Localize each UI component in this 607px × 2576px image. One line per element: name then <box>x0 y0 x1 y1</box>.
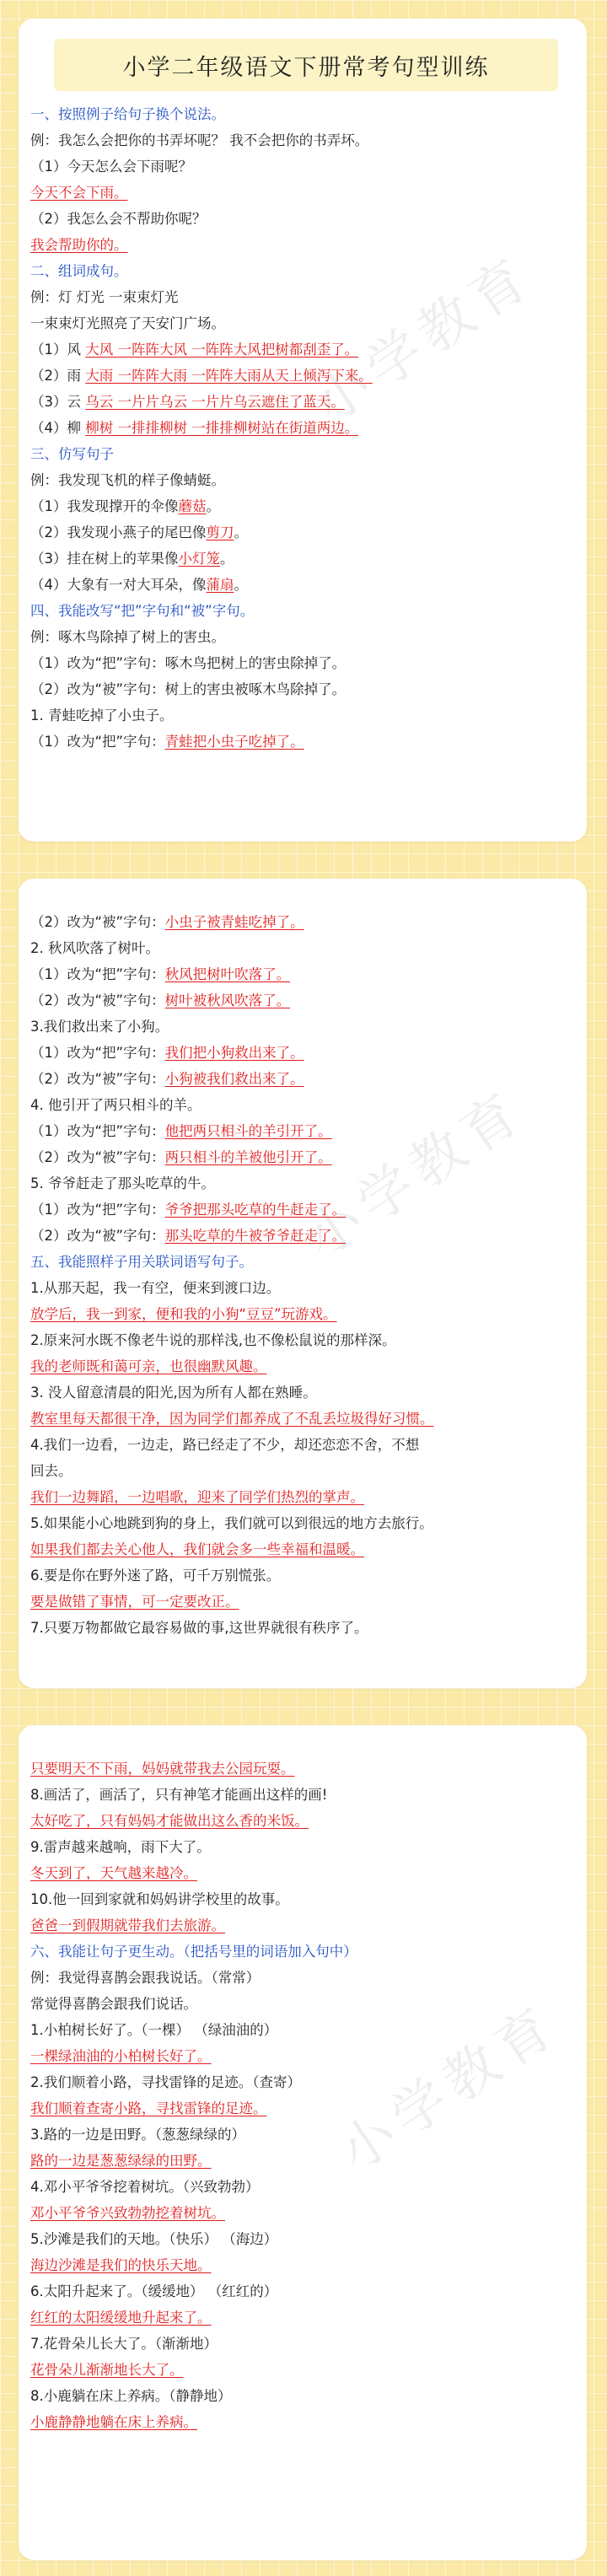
line-text: 8.小鹿躺在床上养病。（静静地） <box>30 2388 232 2404</box>
line-text: 5.如果能小心地跳到狗的身上，我们就可以到很远的地方去旅行。 <box>30 1515 433 1531</box>
section-heading <box>30 1249 587 1275</box>
line-suffix: 。 <box>220 551 234 567</box>
answer-line <box>30 1536 587 1562</box>
text-line <box>30 206 587 232</box>
text-line <box>30 702 587 729</box>
section-heading <box>30 101 587 127</box>
text-line <box>30 650 587 676</box>
line-text: （2）改为“被”字句：树上的害虫被啄木鸟除掉了。 <box>30 681 346 697</box>
answer-text: 剪刀 <box>206 524 234 540</box>
answer-line <box>30 1353 587 1379</box>
text-line <box>30 310 587 336</box>
line-text: 1.从那天起，我一有空，便来到渡口边。 <box>30 1280 281 1296</box>
line-text: 教室里每天都很干净，因为同学们都养成了不乱丢垃圾得好习惯。 <box>30 1411 434 1427</box>
line-text: 8.画活了，画活了，只有神笔才能画出这样的画! <box>30 1787 328 1803</box>
text-line <box>30 1275 587 1301</box>
text-line <box>30 1223 587 1249</box>
line-text: 4. 他引开了两只相斗的羊。 <box>30 1097 201 1113</box>
text-line <box>30 1615 587 1641</box>
answer-text: 大风 一阵阵大风 一阵阵大风把树都刮歪了。 <box>85 341 359 358</box>
text-line <box>30 1092 587 1118</box>
line-text: （1）改为“把”字句： <box>30 966 165 982</box>
line-text: 5. 爷爷赶走了那头吃草的牛。 <box>30 1175 215 1191</box>
text-line <box>30 2069 587 2095</box>
line-text: （1）我发现撑开的伞像 <box>30 498 179 514</box>
answer-line <box>30 1808 587 1834</box>
watermark: 小学教育 <box>294 1078 537 1271</box>
answer-text: 蘑菇 <box>178 498 207 514</box>
page-title: 小学二年级语文下册常考句型训练 <box>54 39 558 91</box>
line-text: 我们一边舞蹈，一边唱歌，迎来了同学们热烈的掌声。 <box>30 1489 364 1505</box>
line-text: 要是做错了事情，可一定要改正。 <box>30 1594 239 1610</box>
text-line <box>30 2122 587 2148</box>
line-text: 三、仿写句子 <box>30 446 114 462</box>
line-text: （2）改为“被”字句： <box>30 1228 165 1244</box>
worksheet-card-1 <box>19 19 587 842</box>
text-line <box>30 2017 587 2043</box>
text-line <box>30 987 587 1014</box>
line-text: 六、我能让句子更生动。（把括号里的词语加入句中） <box>30 1944 357 1960</box>
text-line <box>30 2174 587 2200</box>
text-line <box>30 519 587 546</box>
line-text: （3）挂在树上的苹果像 <box>30 551 179 567</box>
line-text: 5.沙滩是我们的天地。（快乐） （海边） <box>30 2231 278 2247</box>
answer-text: 树叶被秋风吹落了。 <box>164 992 291 1008</box>
answer-line <box>30 2200 587 2226</box>
line-text: （1）改为“把”字句：啄木鸟把树上的害虫除掉了。 <box>30 655 346 671</box>
text-line <box>30 1458 587 1484</box>
line-text: 放学后，我一到家，便和我的小狗“豆豆”玩游戏。 <box>30 1306 337 1322</box>
line-text: 回去。 <box>30 1463 73 1479</box>
line-text: （1）改为“把”字句： <box>30 1045 165 1061</box>
line-text: 例：我觉得喜鹊会跟我说话。（常常） <box>30 1970 261 1986</box>
line-text: （1）改为“把”字句： <box>30 734 165 750</box>
line-text: 3. 没人留意清晨的阳光,因为所有人都在熟睡。 <box>30 1385 317 1401</box>
line-text: 6.要是你在野外迷了路，可千万别慌张。 <box>30 1568 281 1584</box>
line-text: 6.太阳升起来了。（缓缓地） （红红的） <box>30 2283 278 2299</box>
line-text: 一棵绿油油的小柏树长好了。 <box>30 2048 212 2064</box>
line-text: 2.原来河水既不像老牛说的那样浅,也不像松鼠说的那样深。 <box>30 1332 396 1348</box>
answer-text: 小狗被我们救出来了。 <box>164 1071 304 1087</box>
answer-line <box>30 1756 587 1782</box>
text-line <box>30 284 587 310</box>
answer-text: 两只相斗的羊被他引开了。 <box>164 1149 332 1165</box>
line-text: 一、按照例子给句子换个说法。 <box>30 106 225 122</box>
line-text: （1）今天怎么会下雨呢？ <box>30 159 192 175</box>
line-text: （1）改为“把”字句： <box>30 1202 165 1218</box>
line-text: （2）改为“被”字句： <box>30 1071 165 1087</box>
section-heading <box>30 1939 587 1965</box>
card3-lines <box>30 1756 587 2435</box>
text-line <box>30 493 587 519</box>
line-text: 例：我怎么会把你的书弄坏呢？ 我不会把你的书弄坏。 <box>30 132 369 148</box>
line-text: 邓小平爷爷兴致勃勃挖着树坑。 <box>30 2205 225 2221</box>
line-text: 太好吃了，只有妈妈才能做出这么香的米饭。 <box>30 1813 309 1829</box>
text-line <box>30 336 587 363</box>
line-text: 爸爸一到假期就带我们去旅游。 <box>30 1917 225 1933</box>
text-line <box>30 961 587 987</box>
text-line <box>30 1562 587 1589</box>
line-text: 常觉得喜鹊会跟我们说话。 <box>30 1996 197 2012</box>
text-line <box>30 2331 587 2357</box>
line-text: 例：我发现飞机的样子像蜻蜓。 <box>30 472 225 488</box>
text-line <box>30 2226 587 2252</box>
card2-lines <box>30 909 587 1641</box>
text-line <box>30 153 587 180</box>
line-text: 今天不会下雨。 <box>30 185 128 201</box>
text-line <box>30 1991 587 2017</box>
answer-text: 我们把小狗救出来了。 <box>164 1045 304 1061</box>
text-line <box>30 1066 587 1092</box>
line-text: 二、组词成句。 <box>30 263 128 279</box>
line-text: （2）我发现小燕子的尾巴像 <box>30 524 207 540</box>
line-text: 7.花骨朵儿长大了。（渐渐地） <box>30 2336 218 2352</box>
text-line <box>30 467 587 493</box>
line-text: （2）改为“被”字句： <box>30 1149 165 1165</box>
text-line <box>30 127 587 153</box>
answer-text: 那头吃草的牛被爷爷赶走了。 <box>164 1228 346 1244</box>
line-text: （4）柳 <box>30 420 86 436</box>
line-text: （3）云 <box>30 394 86 410</box>
answer-line <box>30 2304 587 2331</box>
text-line <box>30 1834 587 1860</box>
text-line <box>30 1327 587 1353</box>
line-text: （1）风 <box>30 341 86 358</box>
line-suffix: 。 <box>234 524 248 540</box>
text-line <box>30 729 587 755</box>
text-line <box>30 624 587 650</box>
line-text: 我们顺着查寄小路，寻找雷锋的足迹。 <box>30 2100 267 2116</box>
line-text: 我会帮助你的。 <box>30 237 128 253</box>
text-line <box>30 572 587 598</box>
line-text: （2）我怎么会不帮助你呢？ <box>30 211 207 227</box>
text-line <box>30 1965 587 1991</box>
line-text: （2）改为“被”字句： <box>30 992 165 1008</box>
answer-text: 青蛙把小虫子吃掉了。 <box>164 734 304 750</box>
line-text: 一束束灯光照亮了天安门广场。 <box>30 315 225 331</box>
line-text: 2. 秋风吹落了树叶。 <box>30 940 159 956</box>
answer-text: 他把两只相斗的羊引开了。 <box>164 1123 332 1139</box>
line-text: （2）改为“被”字句： <box>30 914 165 930</box>
answer-line <box>30 2409 587 2435</box>
text-line <box>30 2383 587 2409</box>
line-text: 红红的太阳缓缓地升起来了。 <box>30 2310 212 2326</box>
answer-line <box>30 2148 587 2174</box>
line-text: 小鹿静静地躺在床上养病。 <box>30 2414 197 2430</box>
answer-line <box>30 1860 587 1886</box>
answer-text: 蒲扇 <box>206 577 234 593</box>
answer-line <box>30 1301 587 1327</box>
line-text: 4.我们一边看，一边走，路已经走了不少，却还恋恋不舍，不想 <box>30 1437 420 1453</box>
line-text: 3.我们救出来了小狗。 <box>30 1019 169 1035</box>
line-text: 1. 青蛙吃掉了小虫子。 <box>30 707 174 723</box>
text-line <box>30 1118 587 1144</box>
text-line <box>30 1886 587 1912</box>
answer-line <box>30 1484 587 1510</box>
text-line <box>30 935 587 961</box>
answer-text: 柳树 一排排柳树 一排排柳树站在街道两边。 <box>85 420 359 436</box>
line-text: 例：啄木鸟除掉了树上的害虫。 <box>30 629 225 645</box>
answer-line <box>30 2357 587 2383</box>
watermark: 小学教育 <box>303 244 545 436</box>
line-text: 四、我能改写“把”字句和“被”字句。 <box>30 603 255 619</box>
text-line <box>30 1144 587 1170</box>
answer-text: 小虫子被青蛙吃掉了。 <box>164 914 304 930</box>
line-text: 例：灯 灯光 一束束灯光 <box>30 289 179 305</box>
section-heading <box>30 441 587 467</box>
line-text: 9.雷声越来越响，雨下大了。 <box>30 1839 211 1855</box>
line-text: 我的老师既和蔼可亲，也很幽默风趣。 <box>30 1358 267 1374</box>
line-text: （1）改为“把”字句： <box>30 1123 165 1139</box>
text-line <box>30 1379 587 1406</box>
answer-line <box>30 2095 587 2122</box>
answer-text: 小灯笼 <box>178 551 220 567</box>
line-text: 路的一边是葱葱绿绿的田野。 <box>30 2153 212 2169</box>
text-line <box>30 1040 587 1066</box>
section-heading <box>30 258 587 284</box>
line-text: 10.他一回到家就和妈妈讲学校里的故事。 <box>30 1891 289 1907</box>
answer-line <box>30 1406 587 1432</box>
line-text: 花骨朵儿渐渐地长大了。 <box>30 2362 184 2378</box>
answer-text: 大雨 一阵阵大雨 一阵阵大雨从天上倾泻下来。 <box>85 368 373 384</box>
answer-text: 爷爷把那头吃草的牛赶走了。 <box>164 1202 346 1218</box>
line-text: 如果我们都去关心他人，我们就会多一些幸福和温暖。 <box>30 1541 364 1557</box>
answer-line <box>30 1589 587 1615</box>
section-heading <box>30 598 587 624</box>
text-line <box>30 1170 587 1197</box>
answer-line <box>30 1912 587 1939</box>
answer-line <box>30 180 587 206</box>
line-text: （2）雨 <box>30 368 86 384</box>
text-line <box>30 363 587 389</box>
answer-text: 秋风把树叶吹落了。 <box>164 966 291 982</box>
answer-line <box>30 2043 587 2069</box>
card1-lines <box>30 101 587 755</box>
text-line <box>30 2278 587 2304</box>
line-text: 3.路的一边是田野。（葱葱绿绿的） <box>30 2127 245 2143</box>
line-suffix: 。 <box>206 498 220 514</box>
text-line <box>30 1432 587 1458</box>
line-text: 五、我能照样子用关联词语写句子。 <box>30 1254 253 1270</box>
text-line <box>30 1014 587 1040</box>
text-line <box>30 546 587 572</box>
answer-line <box>30 2252 587 2278</box>
text-line <box>30 415 587 441</box>
line-text: 1.小柏树长好了。（一棵） （绿油油的） <box>30 2022 278 2038</box>
text-line <box>30 676 587 702</box>
line-text: 海边沙滩是我们的快乐天地。 <box>30 2257 212 2273</box>
line-text: 4.邓小平爷爷挖着树坑。（兴致勃勃） <box>30 2179 260 2195</box>
worksheet-card-3 <box>19 1725 587 2560</box>
line-text: 冬天到了，天气越来越冷。 <box>30 1865 197 1881</box>
line-text: 2.我们顺着小路，寻找雷锋的足迹。（查寄） <box>30 2074 301 2090</box>
worksheet-card-2 <box>19 879 587 1688</box>
text-line <box>30 389 587 415</box>
line-text: （4）大象有一对大耳朵，像 <box>30 577 207 593</box>
text-line <box>30 1510 587 1536</box>
text-line <box>30 1197 587 1223</box>
line-text: 只要明天不下雨，妈妈就带我去公园玩耍。 <box>30 1761 295 1777</box>
answer-text: 乌云 一片片乌云 一片片乌云遮住了蓝天。 <box>85 394 345 410</box>
text-line <box>30 909 587 935</box>
answer-line <box>30 232 587 258</box>
text-line <box>30 1782 587 1808</box>
line-text: 7.只要万物都做它最容易做的事,这世界就很有秩序了。 <box>30 1620 368 1636</box>
line-suffix: 。 <box>234 577 248 593</box>
watermark: 小学教育 <box>328 1993 571 2185</box>
